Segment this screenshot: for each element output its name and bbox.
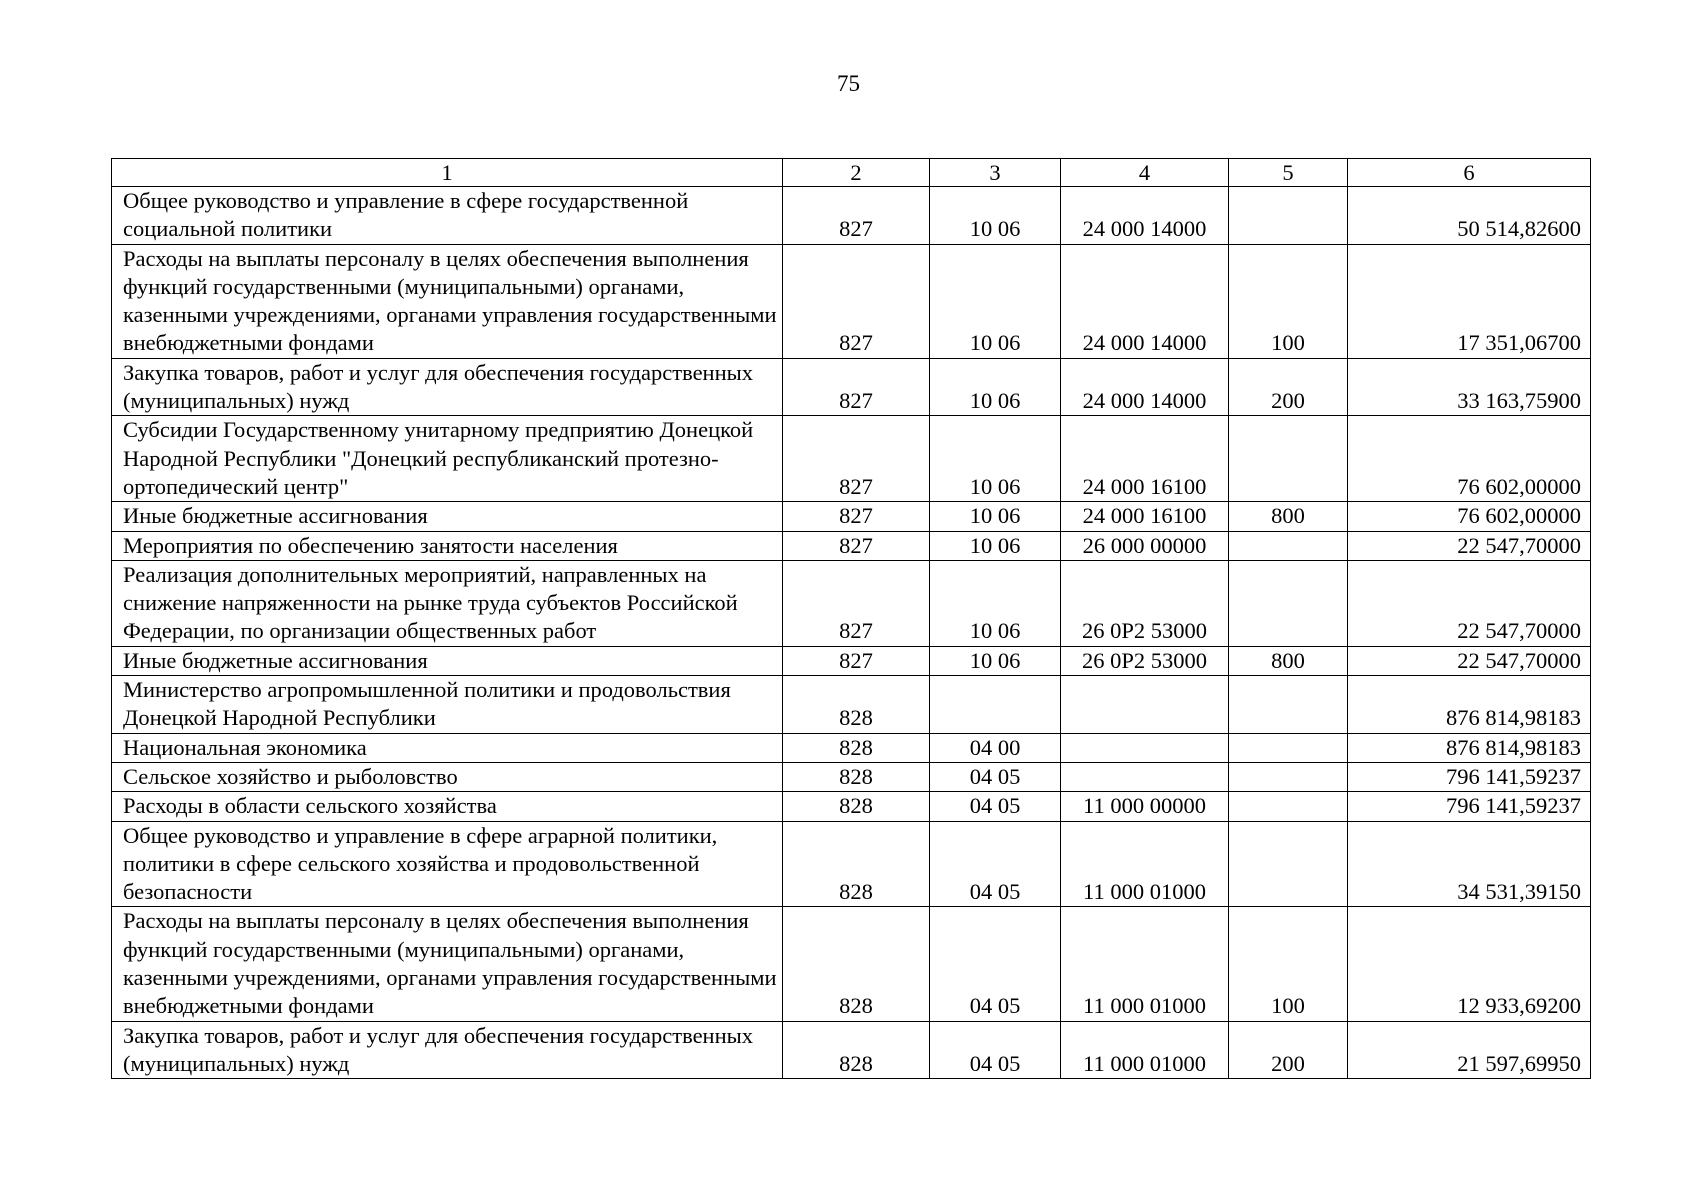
amount-cell: 22 547,70000 [1348,646,1591,675]
item-name-cell: Иные бюджетные ассигнования [112,502,783,531]
expense-type-cell: 100 [1229,907,1348,1021]
amount-cell: 796 141,59237 [1348,762,1591,791]
table-row [112,907,1591,1021]
expense-type-cell: 800 [1229,502,1348,531]
amount-cell: 17 351,06700 [1348,244,1591,358]
table-header-row [112,159,1591,187]
table-row [112,502,1591,531]
expense-type-cell: 200 [1229,358,1348,416]
amount-cell: 50 514,82600 [1348,187,1591,245]
target-article-cell [1061,676,1229,734]
table-row [112,733,1591,762]
target-article-cell: 24 000 14000 [1061,187,1229,245]
item-name-cell: Реализация дополнительных мероприятий, направленных на снижение напряженности на рынке труда субъектов Российской Федерации, по организации общественных работ [112,560,783,646]
amount-cell: 34 531,39150 [1348,821,1591,907]
amount-cell: 12 933,69200 [1348,907,1591,1021]
table-row [112,762,1591,791]
target-article-cell: 11 000 01000 [1061,1021,1229,1079]
ministry-code-cell: 827 [783,531,930,560]
header-cell-col2: 2 [783,159,930,187]
section-code-cell: 10 06 [930,502,1061,531]
section-code-cell: 10 06 [930,358,1061,416]
expense-type-cell [1229,792,1348,821]
item-name-cell: Министерство агропромышленной политики и продовольствия Донецкой Народной Республики [112,676,783,734]
amount-cell: 876 814,98183 [1348,733,1591,762]
table-row [112,531,1591,560]
section-code-cell: 04 05 [930,762,1061,791]
table-row [112,646,1591,675]
ministry-code-cell: 828 [783,762,930,791]
amount-cell: 22 547,70000 [1348,531,1591,560]
ministry-code-cell: 828 [783,907,930,1021]
item-name-cell: Расходы на выплаты персоналу в целях обеспечения выполнения функций государственными (муниципальными) органами, казенными учреждениями, органами управления государственными внебюджетными фондами [112,907,783,1021]
expense-type-cell [1229,416,1348,502]
ministry-code-cell: 828 [783,733,930,762]
header-cell-col1: 1 [112,159,783,187]
section-code-cell: 10 06 [930,244,1061,358]
item-name-cell: Субсидии Государственному унитарному предприятию Донецкой Народной Республики "Донецкий республиканский протезно-ортопедический центр" [112,416,783,502]
table-row [112,560,1591,646]
target-article-cell: 11 000 01000 [1061,821,1229,907]
amount-cell: 796 141,59237 [1348,792,1591,821]
section-code-cell: 04 00 [930,733,1061,762]
ministry-code-cell: 828 [783,1021,930,1079]
section-code-cell: 10 06 [930,531,1061,560]
ministry-code-cell: 827 [783,187,930,245]
header-cell-col5: 5 [1229,159,1348,187]
target-article-cell: 24 000 16100 [1061,502,1229,531]
table-row [112,821,1591,907]
item-name-cell: Национальная экономика [112,733,783,762]
expense-type-cell: 100 [1229,244,1348,358]
ministry-code-cell: 827 [783,416,930,502]
section-code-cell [930,676,1061,734]
item-name-cell: Закупка товаров, работ и услуг для обеспечения государственных (муниципальных) нужд [112,1021,783,1079]
header-cell-col4: 4 [1061,159,1229,187]
table-row [112,416,1591,502]
table-row [112,187,1591,245]
ministry-code-cell: 828 [783,676,930,734]
item-name-cell: Общее руководство и управление в сфере государственной социальной политики [112,187,783,245]
section-code-cell: 10 06 [930,187,1061,245]
expense-type-cell: 800 [1229,646,1348,675]
item-name-cell: Мероприятия по обеспечению занятости населения [112,531,783,560]
section-code-cell: 10 06 [930,416,1061,502]
table-row [112,792,1591,821]
table-row [112,244,1591,358]
table-row [112,1021,1591,1079]
expense-type-cell [1229,821,1348,907]
expense-type-cell [1229,531,1348,560]
section-code-cell: 04 05 [930,821,1061,907]
budget-table [111,158,1591,1079]
section-code-cell: 10 06 [930,560,1061,646]
ministry-code-cell: 827 [783,646,930,675]
item-name-cell: Расходы в области сельского хозяйства [112,792,783,821]
target-article-cell: 24 000 14000 [1061,358,1229,416]
section-code-cell: 10 06 [930,646,1061,675]
amount-cell: 76 602,00000 [1348,502,1591,531]
section-code-cell: 04 05 [930,792,1061,821]
section-code-cell: 04 05 [930,1021,1061,1079]
item-name-cell: Иные бюджетные ассигнования [112,646,783,675]
target-article-cell [1061,762,1229,791]
expense-type-cell [1229,676,1348,734]
item-name-cell: Общее руководство и управление в сфере аграрной политики, политики в сфере сельского хозяйства и продовольственной безопасности [112,821,783,907]
table-row [112,676,1591,734]
amount-cell: 22 547,70000 [1348,560,1591,646]
target-article-cell: 11 000 01000 [1061,907,1229,1021]
expense-type-cell [1229,762,1348,791]
amount-cell: 33 163,75900 [1348,358,1591,416]
expense-type-cell: 200 [1229,1021,1348,1079]
ministry-code-cell: 827 [783,358,930,416]
ministry-code-cell: 827 [783,244,930,358]
target-article-cell: 26 000 00000 [1061,531,1229,560]
table-row [112,358,1591,416]
target-article-cell: 24 000 14000 [1061,244,1229,358]
amount-cell: 876 814,98183 [1348,676,1591,734]
target-article-cell: 11 000 00000 [1061,792,1229,821]
ministry-code-cell: 828 [783,821,930,907]
ministry-code-cell: 827 [783,560,930,646]
section-code-cell: 04 05 [930,907,1061,1021]
target-article-cell: 24 000 16100 [1061,416,1229,502]
ministry-code-cell: 828 [783,792,930,821]
expense-type-cell [1229,187,1348,245]
item-name-cell: Закупка товаров, работ и услуг для обеспечения государственных (муниципальных) нужд [112,358,783,416]
header-cell-col6: 6 [1348,159,1591,187]
item-name-cell: Сельское хозяйство и рыболовство [112,762,783,791]
item-name-cell: Расходы на выплаты персоналу в целях обеспечения выполнения функций государственными (муниципальными) органами, казенными учреждениями, органами управления государственными внебюджетными фондами [112,244,783,358]
target-article-cell: 26 0Р2 53000 [1061,560,1229,646]
ministry-code-cell: 827 [783,502,930,531]
amount-cell: 76 602,00000 [1348,416,1591,502]
target-article-cell [1061,733,1229,762]
expense-type-cell [1229,733,1348,762]
target-article-cell: 26 0Р2 53000 [1061,646,1229,675]
header-cell-col3: 3 [930,159,1061,187]
page-number: 75 [837,71,860,96]
expense-type-cell [1229,560,1348,646]
amount-cell: 21 597,69950 [1348,1021,1591,1079]
